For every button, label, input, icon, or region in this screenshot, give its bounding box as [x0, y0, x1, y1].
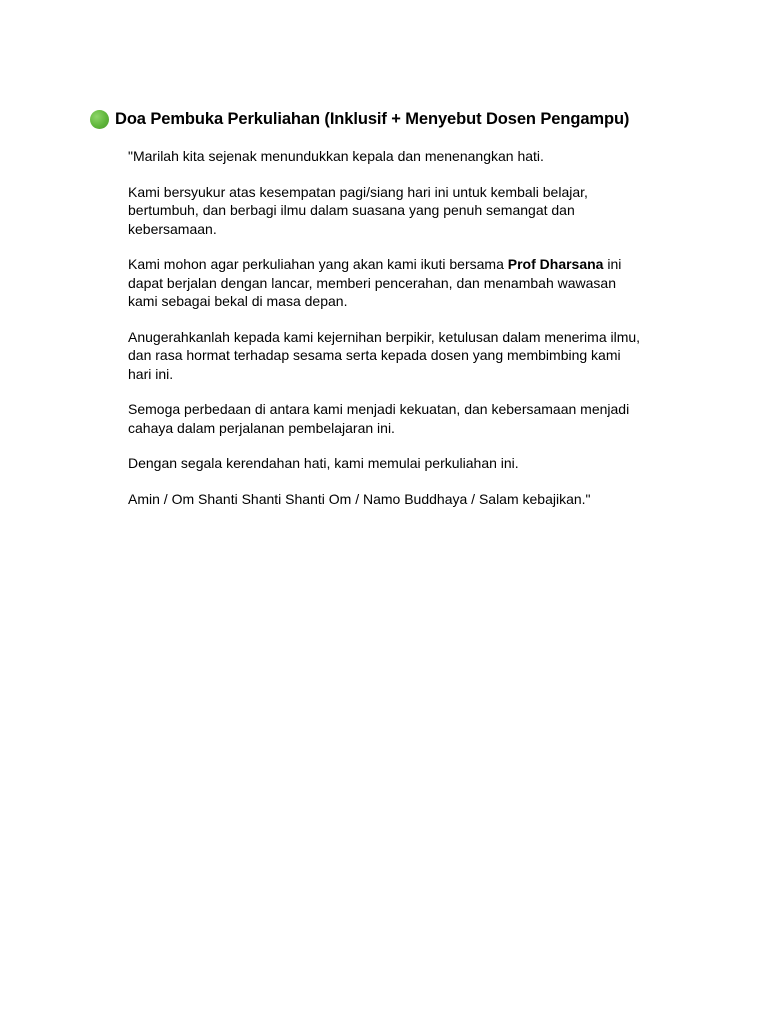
text-line: hari ini.: [128, 365, 174, 382]
text-line: Amin / Om Shanti Shanti Shanti Om / Namo Buddhaya / Salam kebajikan.": [128, 490, 591, 507]
text-line: Kami bersyukur atas kesempatan pagi/siang hari ini untuk kembali belajar,: [128, 183, 588, 200]
text-line: Dengan segala kerendahan hati, kami memulai perkuliahan ini.: [128, 455, 519, 471]
paragraph-clarity: [128, 328, 648, 384]
heading-title: Doa Pembuka Perkuliahan (Inklusif + Menyebut Dosen Pengampu): [115, 110, 630, 128]
paragraph-opening: [128, 147, 648, 166]
text-line: cahaya dalam perjalanan pembelajaran ini.: [128, 419, 395, 436]
paragraph-humility: [128, 454, 648, 473]
text-line: dan rasa hormat terhadap sesama serta kepada dosen yang membimbing kami: [128, 347, 621, 363]
green-circle-icon: [90, 110, 109, 129]
prayer-body: [128, 147, 648, 525]
section-heading: [90, 110, 629, 129]
text-line: kebersamaan.: [128, 220, 217, 237]
text-segment: ini: [603, 256, 622, 272]
paragraph-gratitude: [128, 183, 648, 239]
lecturer-name: Prof Dharsana: [507, 256, 604, 272]
paragraph-closing: [128, 490, 648, 509]
text-line: Semoga perbedaan di antara kami menjadi kekuatan, dan kebersamaan menjadi: [128, 401, 630, 417]
paragraph-diversity: [128, 400, 648, 437]
text-line: dapat berjalan dengan lancar, memberi pencerahan, dan menambah wawasan: [128, 274, 616, 291]
text-line: bertumbuh, dan berbagi ilmu dalam suasana yang penuh semangat dan: [128, 202, 575, 218]
text-line: "Marilah kita sejenak menundukkan kepala dan menenangkan hati.: [128, 148, 544, 164]
text-segment: Kami mohon agar perkuliahan yang akan kami ikuti bersama: [128, 256, 508, 272]
paragraph-request: [128, 255, 648, 311]
text-line: [128, 255, 648, 274]
text-line: kami sebagai bekal di masa depan.: [128, 293, 348, 309]
text-line: Anugerahkanlah kepada kami kejernihan berpikir, ketulusan dalam menerima ilmu,: [128, 328, 641, 345]
